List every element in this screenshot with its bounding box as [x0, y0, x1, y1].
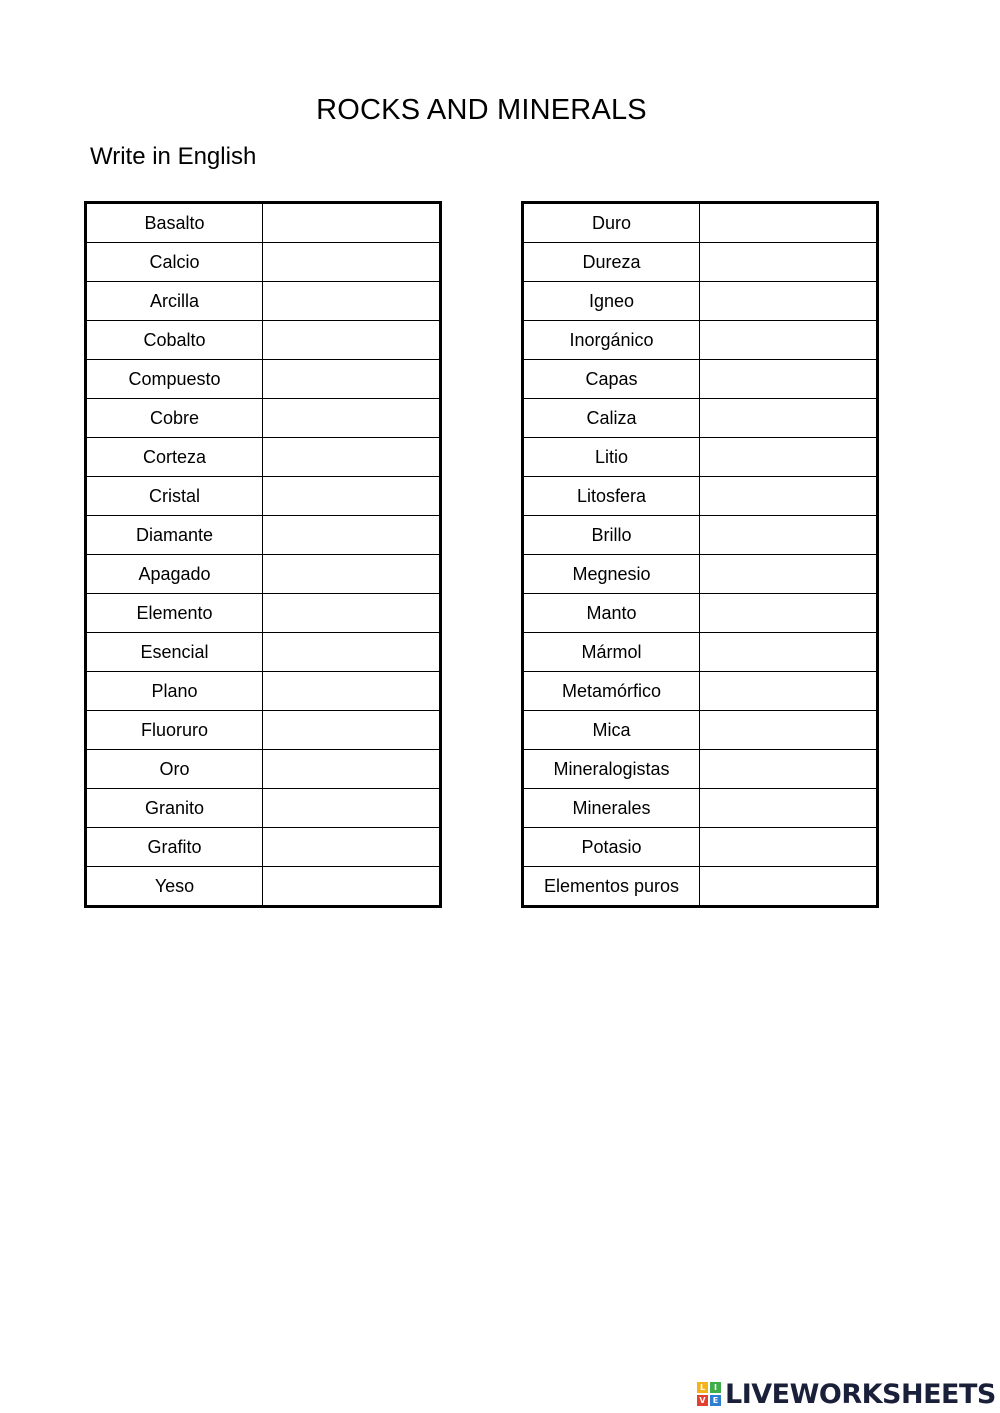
vocab-row-right — [523, 633, 878, 672]
vocab-row-right — [523, 555, 878, 594]
vocab-row-left — [86, 360, 441, 399]
english-answer-input[interactable] — [263, 594, 439, 632]
english-answer-input[interactable] — [700, 867, 876, 905]
answer-cell — [700, 399, 878, 438]
spanish-word: Grafito — [86, 828, 263, 867]
answer-cell — [700, 711, 878, 750]
spanish-word: Fluoruro — [86, 711, 263, 750]
vocabulary-table-left — [84, 201, 442, 908]
vocab-row-left — [86, 633, 441, 672]
english-answer-input[interactable] — [700, 750, 876, 788]
answer-cell — [700, 282, 878, 321]
english-answer-input[interactable] — [700, 516, 876, 554]
vocab-row-right — [523, 789, 878, 828]
vocab-row-left — [86, 516, 441, 555]
vocab-row-left — [86, 750, 441, 789]
english-answer-input[interactable] — [263, 399, 439, 437]
spanish-word: Litio — [523, 438, 700, 477]
spanish-word: Megnesio — [523, 555, 700, 594]
english-answer-input[interactable] — [263, 750, 439, 788]
spanish-word: Compuesto — [86, 360, 263, 399]
answer-cell — [263, 360, 441, 399]
answer-cell — [263, 867, 441, 907]
vocab-row-left — [86, 282, 441, 321]
answer-cell — [700, 672, 878, 711]
spanish-word: Brillo — [523, 516, 700, 555]
english-answer-input[interactable] — [263, 282, 439, 320]
answer-cell — [263, 672, 441, 711]
answer-cell — [263, 555, 441, 594]
english-answer-input[interactable] — [700, 204, 876, 242]
vocab-row-left — [86, 321, 441, 360]
answer-cell — [263, 243, 441, 282]
answer-cell — [700, 321, 878, 360]
vocabulary-table-right — [521, 201, 879, 908]
spanish-word: Capas — [523, 360, 700, 399]
answer-cell — [263, 711, 441, 750]
spanish-word: Mica — [523, 711, 700, 750]
english-answer-input[interactable] — [700, 828, 876, 866]
english-answer-input[interactable] — [263, 711, 439, 749]
vocab-row-left — [86, 594, 441, 633]
answer-cell — [700, 438, 878, 477]
spanish-word: Corteza — [86, 438, 263, 477]
spanish-word: Elemento — [86, 594, 263, 633]
answer-cell — [263, 477, 441, 516]
english-answer-input[interactable] — [263, 672, 439, 710]
english-answer-input[interactable] — [263, 360, 439, 398]
spanish-word: Yeso — [86, 867, 263, 907]
spanish-word: Manto — [523, 594, 700, 633]
answer-cell — [263, 399, 441, 438]
vocab-row-right — [523, 672, 878, 711]
page-title: ROCKS AND MINERALS — [316, 94, 647, 126]
spanish-word: Apagado — [86, 555, 263, 594]
english-answer-input[interactable] — [263, 321, 439, 359]
answer-cell — [263, 438, 441, 477]
english-answer-input[interactable] — [263, 477, 439, 515]
english-answer-input[interactable] — [700, 711, 876, 749]
brand-name: LIVEWORKSHEETS — [725, 1378, 996, 1410]
vocab-row-right — [523, 360, 878, 399]
answer-cell — [263, 203, 441, 243]
english-answer-input[interactable] — [700, 594, 876, 632]
answer-cell — [700, 633, 878, 672]
vocab-row-right — [523, 321, 878, 360]
instruction-text: Write in English — [90, 143, 257, 170]
spanish-word: Diamante — [86, 516, 263, 555]
spanish-word: Caliza — [523, 399, 700, 438]
spanish-word: Litosfera — [523, 477, 700, 516]
vocab-row-right — [523, 828, 878, 867]
answer-cell — [700, 360, 878, 399]
vocab-row-right — [523, 516, 878, 555]
answer-cell — [700, 594, 878, 633]
vocab-row-right — [523, 203, 878, 243]
answer-cell — [700, 243, 878, 282]
spanish-word: Esencial — [86, 633, 263, 672]
english-answer-input[interactable] — [263, 243, 439, 281]
spanish-word: Mármol — [523, 633, 700, 672]
vocab-row-left — [86, 672, 441, 711]
english-answer-input[interactable] — [700, 321, 876, 359]
vocab-row-right — [523, 711, 878, 750]
spanish-word: Cobalto — [86, 321, 263, 360]
english-answer-input[interactable] — [700, 789, 876, 827]
english-answer-input[interactable] — [263, 633, 439, 671]
english-answer-input[interactable] — [700, 438, 876, 476]
vocab-row-left — [86, 555, 441, 594]
spanish-word: Mineralogistas — [523, 750, 700, 789]
liveworksheets-brand — [697, 1377, 996, 1411]
spanish-word: Potasio — [523, 828, 700, 867]
spanish-word: Elementos puros — [523, 867, 700, 907]
english-answer-input[interactable] — [700, 399, 876, 437]
english-answer-input[interactable] — [700, 360, 876, 398]
answer-cell — [700, 477, 878, 516]
english-answer-input[interactable] — [700, 555, 876, 593]
vocab-row-right — [523, 750, 878, 789]
answer-cell — [700, 789, 878, 828]
answer-cell — [263, 282, 441, 321]
spanish-word: Duro — [523, 203, 700, 243]
english-answer-input[interactable] — [263, 438, 439, 476]
vocab-row-left — [86, 477, 441, 516]
vocab-row-left — [86, 399, 441, 438]
vocab-row-right — [523, 282, 878, 321]
english-answer-input[interactable] — [263, 555, 439, 593]
vocab-row-right — [523, 477, 878, 516]
answer-cell — [700, 203, 878, 243]
english-answer-input[interactable] — [263, 789, 439, 827]
vocab-row-left — [86, 711, 441, 750]
answer-cell — [263, 594, 441, 633]
english-answer-input[interactable] — [700, 282, 876, 320]
vocab-row-right — [523, 399, 878, 438]
spanish-word: Basalto — [86, 203, 263, 243]
english-answer-input[interactable] — [700, 243, 876, 281]
vocab-row-left — [86, 438, 441, 477]
answer-cell — [263, 321, 441, 360]
english-answer-input[interactable] — [700, 672, 876, 710]
answer-cell — [700, 555, 878, 594]
answer-cell — [700, 867, 878, 907]
spanish-word: Inorgánico — [523, 321, 700, 360]
vocab-row-right — [523, 438, 878, 477]
vocab-row-right — [523, 243, 878, 282]
english-answer-input[interactable] — [700, 477, 876, 515]
spanish-word: Cristal — [86, 477, 263, 516]
answer-cell — [700, 828, 878, 867]
spanish-word: Cobre — [86, 399, 263, 438]
spanish-word: Calcio — [86, 243, 263, 282]
vocab-row-left — [86, 867, 441, 907]
spanish-word: Metamórfico — [523, 672, 700, 711]
answer-cell — [263, 750, 441, 789]
spanish-word: Oro — [86, 750, 263, 789]
vocab-row-right — [523, 867, 878, 907]
english-answer-input[interactable] — [263, 828, 439, 866]
vocab-row-left — [86, 243, 441, 282]
answer-cell — [263, 633, 441, 672]
liveworksheets-logo-icon: L I V E — [697, 1382, 721, 1406]
english-answer-input[interactable] — [263, 204, 439, 242]
vocab-row-left — [86, 828, 441, 867]
spanish-word: Dureza — [523, 243, 700, 282]
answer-cell — [263, 789, 441, 828]
english-answer-input[interactable] — [263, 516, 439, 554]
answer-cell — [263, 516, 441, 555]
english-answer-input[interactable] — [700, 633, 876, 671]
answer-cell — [700, 750, 878, 789]
vocab-row-right — [523, 594, 878, 633]
spanish-word: Minerales — [523, 789, 700, 828]
answer-cell — [263, 828, 441, 867]
spanish-word: Granito — [86, 789, 263, 828]
vocab-row-left — [86, 203, 441, 243]
answer-cell — [700, 516, 878, 555]
spanish-word: Arcilla — [86, 282, 263, 321]
english-answer-input[interactable] — [263, 867, 439, 905]
spanish-word: Igneo — [523, 282, 700, 321]
vocab-row-left — [86, 789, 441, 828]
spanish-word: Plano — [86, 672, 263, 711]
